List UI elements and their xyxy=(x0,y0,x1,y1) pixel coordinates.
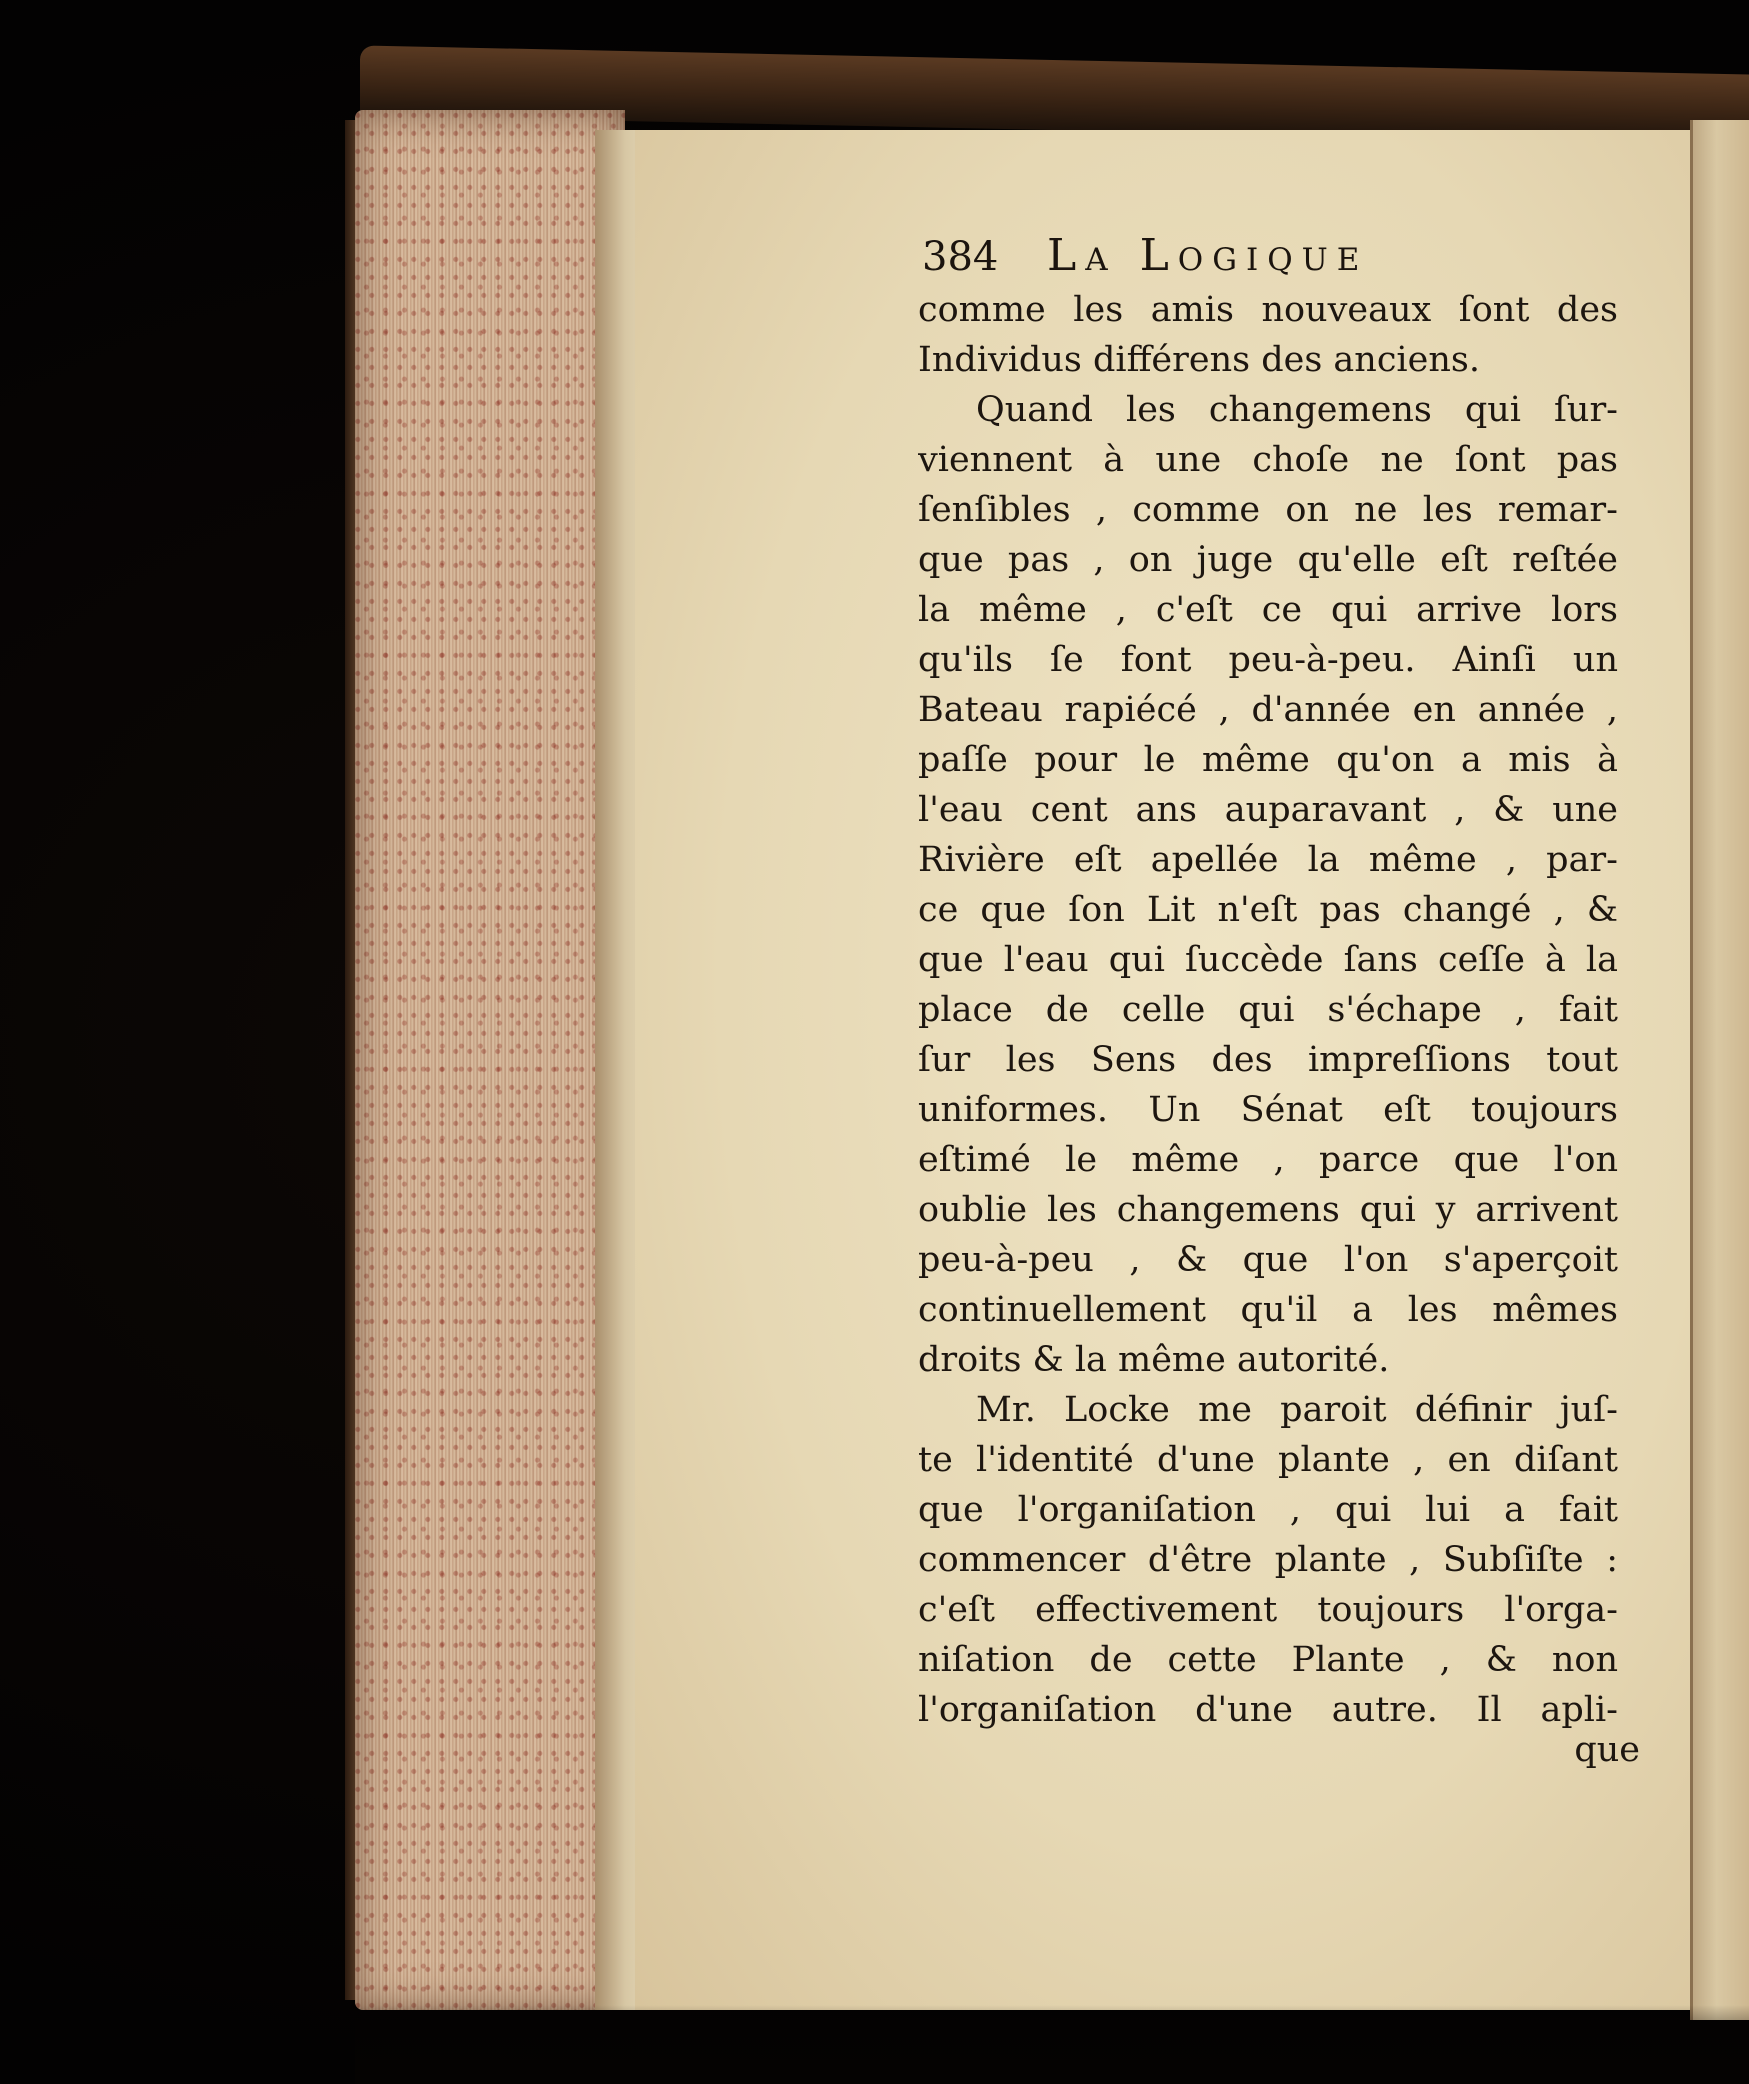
text-line: Individus différens des anciens. xyxy=(918,340,1480,380)
text-line: commencer d'être plante , Subſiſte : xyxy=(918,1540,1618,1580)
text-line: la même , c'eſt ce qui arrive lors xyxy=(918,590,1618,630)
running-head xyxy=(922,228,1482,284)
facing-page-edge xyxy=(1690,120,1749,2020)
text-line: c'eſt effectivement toujours l'orga- xyxy=(918,1590,1618,1630)
book-title: La Logique xyxy=(1047,230,1369,281)
text-line: ſenſibles , comme on ne les remar- xyxy=(918,490,1618,530)
body-text xyxy=(918,285,1618,1735)
text-line: l'organiſation d'une autre. Il apli- xyxy=(918,1690,1618,1730)
text-line: paſſe pour le même qu'on a mis à xyxy=(918,740,1618,780)
text-line: Rivière eſt apellée la même , par- xyxy=(918,840,1618,880)
bottom-shadow xyxy=(355,2005,1749,2084)
text-line: que l'organiſation , qui lui a fait xyxy=(918,1490,1618,1530)
text-line: viennent à une choſe ne ſont pas xyxy=(918,440,1618,480)
text-line: Mr. Locke me paroit définir juſ- xyxy=(976,1390,1618,1430)
text-line: niſation de cette Plante , & non xyxy=(918,1640,1618,1680)
text-line: que l'eau qui ſuccède ſans ceſſe à la xyxy=(918,940,1618,980)
catchword: que xyxy=(1574,1730,1640,1770)
text-line: l'eau cent ans auparavant , & une xyxy=(918,790,1618,830)
text-line: qu'ils ſe font peu-à-peu. Ainſi un xyxy=(918,640,1618,680)
text-line: oublie les changemens qui y arrivent xyxy=(918,1190,1618,1230)
text-line: continuellement qu'il a les mêmes xyxy=(918,1290,1618,1330)
text-line: te l'identité d'une plante , en diſant xyxy=(918,1440,1618,1480)
text-line: uniformes. Un Sénat eſt toujours xyxy=(918,1090,1618,1130)
text-line: place de celle qui s'échape , fait xyxy=(918,990,1618,1030)
text-line: peu-à-peu , & que l'on s'aperçoit xyxy=(918,1240,1618,1280)
text-line: comme les amis nouveaux ſont des xyxy=(918,290,1618,330)
text-line: que pas , on juge qu'elle eſt reſtée xyxy=(918,540,1618,580)
page-number: 384 xyxy=(922,234,999,280)
text-line: Bateau rapiécé , d'année en année , xyxy=(918,690,1618,730)
text-line: droits & la même autorité. xyxy=(918,1340,1390,1380)
text-line: ſur les Sens des impreſſions tout xyxy=(918,1040,1618,1080)
text-line: Quand les changemens qui ſur- xyxy=(976,390,1618,430)
text-line: ce que ſon Lit n'eſt pas changé , & xyxy=(918,890,1618,930)
page-edges-stack xyxy=(355,110,625,2010)
text-line: eſtimé le même , parce que l'on xyxy=(918,1140,1618,1180)
